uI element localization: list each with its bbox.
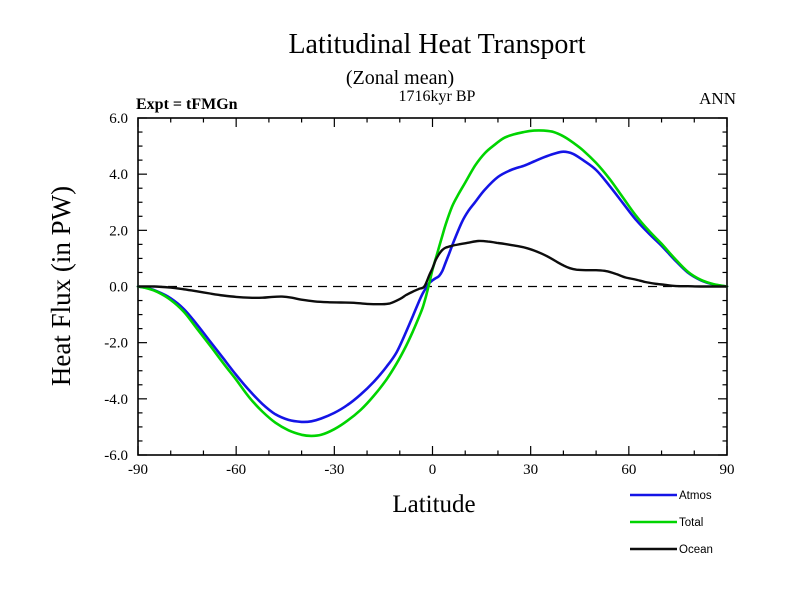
chart-subtitle: (Zonal mean) xyxy=(345,67,455,89)
legend-label-ocean: Ocean xyxy=(679,544,713,556)
chart-title: Latitudinal Heat Transport xyxy=(288,29,586,60)
x-tick-label: 90 xyxy=(719,462,735,478)
experiment-label: Expt = tFMGn xyxy=(136,96,238,113)
x-tick-label: -60 xyxy=(226,462,247,478)
y-tick-label: 4.0 xyxy=(109,167,128,184)
time-label: 1716kyr BP xyxy=(398,88,476,105)
y-tick-label: -4.0 xyxy=(104,391,128,408)
y-tick-label: -2.0 xyxy=(104,335,128,352)
x-axis-label: Latitude xyxy=(392,491,476,518)
y-tick-label: 6.0 xyxy=(109,111,128,127)
y-tick-label: 0.0 xyxy=(109,279,128,296)
legend-item-total xyxy=(630,517,703,529)
legend xyxy=(630,490,713,556)
y-tick-labels xyxy=(104,111,128,464)
legend-item-ocean xyxy=(630,544,713,556)
season-label: ANN xyxy=(699,89,736,108)
x-tick-label: 0 xyxy=(428,462,437,478)
legend-label-atmos: Atmos xyxy=(679,490,712,502)
y-tick-label: -6.0 xyxy=(104,448,128,464)
x-tick-label: -30 xyxy=(324,462,345,478)
series-total-line xyxy=(138,130,727,435)
x-tick-label: -90 xyxy=(128,462,148,478)
data-series xyxy=(138,130,727,435)
legend-label-total: Total xyxy=(679,517,704,529)
legend-item-atmos xyxy=(630,490,712,502)
x-tick-label: 60 xyxy=(621,462,637,478)
x-tick-label: 30 xyxy=(523,462,539,478)
y-axis-label: Heat Flux (in PW) xyxy=(46,185,76,387)
x-tick-labels xyxy=(128,462,735,478)
y-tick-label: 2.0 xyxy=(109,223,128,240)
